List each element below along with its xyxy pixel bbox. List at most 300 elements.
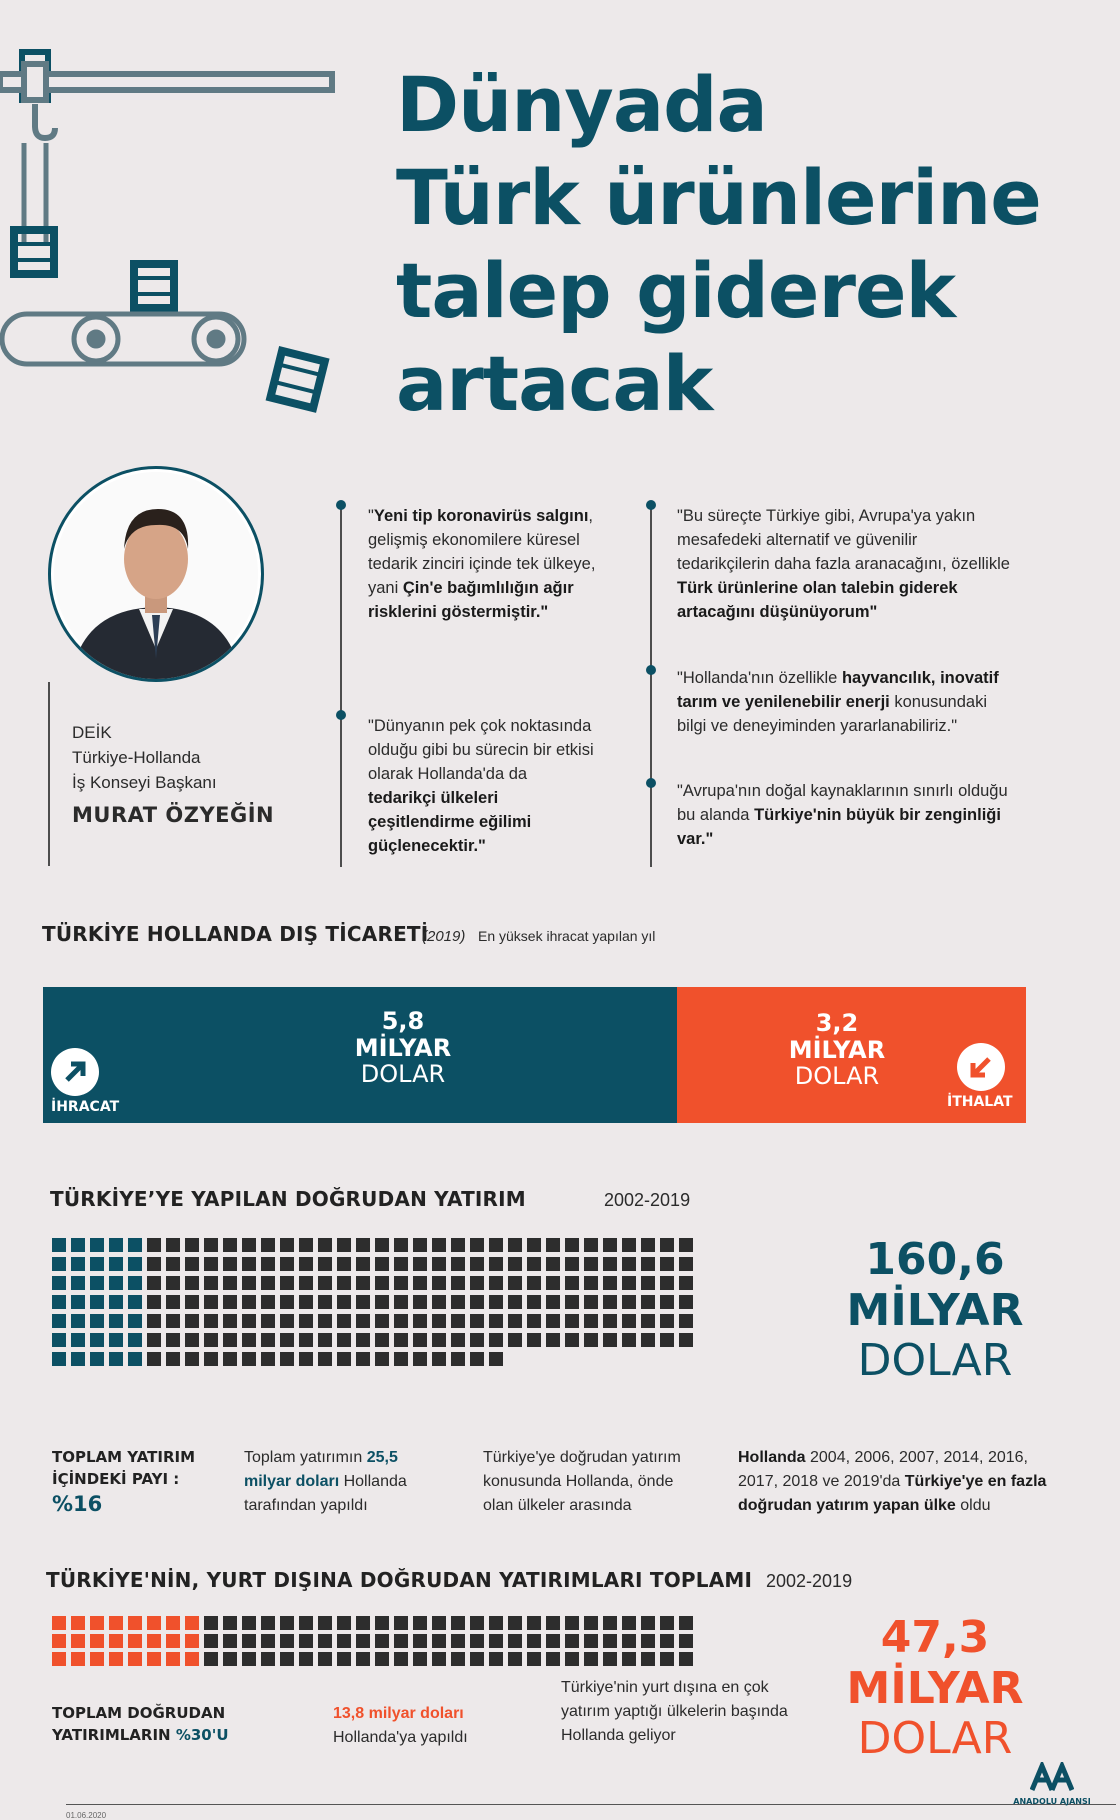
grid-square [261, 1295, 275, 1309]
grid-square [679, 1257, 693, 1271]
person-name: MURAT ÖZYEĞİN [72, 803, 275, 827]
grid-square [641, 1276, 655, 1290]
grid-square [470, 1616, 484, 1630]
quote-2 [368, 714, 598, 858]
grid-square [223, 1616, 237, 1630]
grid-square [337, 1652, 351, 1666]
grid-square [546, 1314, 560, 1328]
fdi-note-2: Türkiye'ye doğrudan yatırım konusunda Hollanda, önde olan ülkeler arasında [483, 1449, 681, 1514]
grid-square [109, 1616, 123, 1630]
grid-square [489, 1238, 503, 1252]
grid-square [527, 1634, 541, 1648]
grid-square [451, 1616, 465, 1630]
grid-square [109, 1238, 123, 1252]
grid-square [546, 1238, 560, 1252]
grid-square [546, 1276, 560, 1290]
grid-square [52, 1652, 66, 1666]
quote-timeline-1 [340, 505, 342, 867]
grid-square [261, 1352, 275, 1366]
fdi-note-3-bold-1: Hollanda [738, 1449, 806, 1466]
grid-square [261, 1314, 275, 1328]
grid-square [470, 1295, 484, 1309]
grid-square [147, 1295, 161, 1309]
grid-square [280, 1257, 294, 1271]
grid-square [261, 1238, 275, 1252]
grid-square [413, 1616, 427, 1630]
grid-square [489, 1352, 503, 1366]
fdi-total [840, 1234, 1030, 1386]
grid-square [584, 1652, 598, 1666]
grid-square [394, 1652, 408, 1666]
grid-square [565, 1276, 579, 1290]
grid-square [546, 1652, 560, 1666]
grid-square [679, 1295, 693, 1309]
fdi-note-1 [244, 1446, 444, 1518]
grid-square [470, 1257, 484, 1271]
grid-square [299, 1314, 313, 1328]
grid-square [52, 1616, 66, 1630]
grid-square [109, 1652, 123, 1666]
grid-square [52, 1295, 66, 1309]
quote-3-part-1: "Bu süreçte Türkiye gibi, Avrupa'ya yakın mesafedeki alternatif ve güvenilir tedarikçilerin daha fazla aranacağını, özellikle [677, 507, 1010, 573]
grid-square [242, 1634, 256, 1648]
grid-square [166, 1634, 180, 1648]
grid-square [185, 1238, 199, 1252]
person-portrait-icon [51, 469, 261, 679]
grid-square [185, 1314, 199, 1328]
grid-square [413, 1295, 427, 1309]
grid-square [584, 1314, 598, 1328]
grid-square [470, 1314, 484, 1328]
grid-square [280, 1616, 294, 1630]
grid-square [71, 1634, 85, 1648]
quote-timeline-2 [650, 505, 652, 867]
quote-1 [368, 504, 598, 624]
grid-square [470, 1652, 484, 1666]
grid-square [375, 1616, 389, 1630]
box-icon [14, 230, 174, 308]
import-value: 3,2 [815, 1009, 859, 1037]
grid-square [128, 1352, 142, 1366]
grid-square [660, 1333, 674, 1347]
grid-square [546, 1257, 560, 1271]
grid-square [71, 1276, 85, 1290]
grid-square [280, 1295, 294, 1309]
grid-square [90, 1652, 104, 1666]
fdi-note-3-part-2: oldu [955, 1497, 991, 1514]
grid-square [128, 1616, 142, 1630]
grid-square [204, 1352, 218, 1366]
export-unit: MİLYAR [354, 1034, 452, 1062]
fdi-note-1-part-2: Hollanda tarafından yapıldı [244, 1473, 407, 1514]
agency-name: ANADOLU AJANSI [1013, 1797, 1091, 1806]
person-org: DEİK [72, 723, 112, 742]
grid-square [223, 1352, 237, 1366]
grid-square [489, 1634, 503, 1648]
grid-square [413, 1314, 427, 1328]
grid-square [223, 1238, 237, 1252]
grid-square [603, 1295, 617, 1309]
grid-square [660, 1257, 674, 1271]
title-line-2: Türk ürünlerine [396, 153, 1041, 242]
grid-square [147, 1616, 161, 1630]
fdi-share-label: TOPLAM YATIRIM İÇİNDEKİ PAYI : [52, 1448, 196, 1488]
grid-square [603, 1333, 617, 1347]
grid-square [128, 1652, 142, 1666]
person-info [72, 720, 274, 828]
fdi-period: 2002-2019 [604, 1190, 691, 1210]
fdi-total-unit: MİLYAR [846, 1285, 1024, 1336]
odi-share-label-line1: TOPLAM DOĞRUDAN [52, 1704, 226, 1722]
grid-square [242, 1616, 256, 1630]
grid-square [90, 1352, 104, 1366]
grid-square [242, 1238, 256, 1252]
grid-square [223, 1276, 237, 1290]
grid-square [413, 1257, 427, 1271]
grid-square [546, 1616, 560, 1630]
quote-1-part-2: , gelişmiş ekonomilere küresel tedarik zinciri içinde tek ülkeye, yani [368, 507, 596, 597]
grid-square [565, 1314, 579, 1328]
quote-1-part-1: " [368, 507, 374, 525]
export-currency: DOLAR [360, 1060, 446, 1088]
grid-square [185, 1616, 199, 1630]
grid-square [109, 1634, 123, 1648]
grid-square [508, 1276, 522, 1290]
grid-square [508, 1652, 522, 1666]
grid-square [90, 1276, 104, 1290]
grid-square [204, 1257, 218, 1271]
grid-square [52, 1352, 66, 1366]
grid-square [603, 1276, 617, 1290]
grid-square [527, 1314, 541, 1328]
grid-square [185, 1276, 199, 1290]
import-amount [737, 1009, 937, 1089]
grid-square [261, 1652, 275, 1666]
quote-4-bold-1: hayvancılık, inovatif tarım ve yenilenebilir enerji [677, 669, 999, 711]
quote-3 [677, 504, 1012, 624]
quote-1-bold-2: Çin'e bağımlılığın ağır risklerini göstermiştir." [368, 579, 574, 621]
export-label: İHRACAT [51, 1099, 120, 1115]
grid-square [394, 1333, 408, 1347]
grid-square [470, 1333, 484, 1347]
grid-square [356, 1333, 370, 1347]
import-currency: DOLAR [794, 1062, 880, 1090]
grid-square [71, 1352, 85, 1366]
grid-square [299, 1295, 313, 1309]
quote-3-bold-1: Türk ürünlerine olan talebin giderek artacağını düşünüyorum" [677, 579, 958, 621]
quote-4 [677, 666, 1012, 738]
grid-square [508, 1616, 522, 1630]
grid-square [432, 1314, 446, 1328]
quote-2-bold-1: tedarikçi ülkeleri çeşitlendirme eğilimi güçlenecektir." [368, 789, 532, 855]
grid-square [299, 1257, 313, 1271]
grid-square [508, 1238, 522, 1252]
grid-square [679, 1634, 693, 1648]
grid-square [375, 1314, 389, 1328]
grid-square [71, 1314, 85, 1328]
timeline-dot [646, 665, 656, 675]
grid-square [223, 1314, 237, 1328]
grid-square [204, 1333, 218, 1347]
odi-total-value: 47,3 [880, 1612, 990, 1663]
grid-square [603, 1238, 617, 1252]
grid-square [242, 1295, 256, 1309]
grid-square [71, 1333, 85, 1347]
grid-square [660, 1616, 674, 1630]
grid-square [641, 1634, 655, 1648]
grid-square [318, 1238, 332, 1252]
grid-square [413, 1238, 427, 1252]
grid-square [71, 1652, 85, 1666]
trade-note: En yüksek ihracat yapılan yıl [478, 928, 656, 944]
grid-square [280, 1634, 294, 1648]
grid-square [565, 1634, 579, 1648]
grid-square [90, 1333, 104, 1347]
grid-square [223, 1295, 237, 1309]
grid-square [451, 1352, 465, 1366]
title-line-1: Dünyada [396, 60, 767, 149]
grid-square [147, 1634, 161, 1648]
grid-square [641, 1652, 655, 1666]
import-arrow-icon [957, 1043, 1005, 1091]
grid-square [622, 1333, 636, 1347]
grid-square [166, 1616, 180, 1630]
grid-square [470, 1634, 484, 1648]
grid-square [622, 1295, 636, 1309]
grid-square [223, 1257, 237, 1271]
grid-square [356, 1295, 370, 1309]
fdi-title: TÜRKİYE’YE YAPILAN DOĞRUDAN YATIRIM [50, 1187, 526, 1211]
grid-square [584, 1634, 598, 1648]
fdi-note-3-part-1: 2004, 2006, 2007, 2014, 2016, 2017, 2018 ve 2019'da [738, 1449, 1028, 1490]
grid-square [432, 1352, 446, 1366]
grid-square [280, 1652, 294, 1666]
grid-square [337, 1634, 351, 1648]
grid-square [375, 1352, 389, 1366]
grid-square [660, 1652, 674, 1666]
odi-period: 2002-2019 [766, 1571, 853, 1591]
grid-square [204, 1616, 218, 1630]
grid-square [641, 1238, 655, 1252]
grid-square [489, 1616, 503, 1630]
fdi-total-value: 160,6 [865, 1234, 1005, 1285]
grid-square [546, 1634, 560, 1648]
grid-square [622, 1652, 636, 1666]
grid-square [527, 1652, 541, 1666]
grid-square [261, 1257, 275, 1271]
grid-square [128, 1333, 142, 1347]
grid-square [337, 1238, 351, 1252]
grid-square [679, 1276, 693, 1290]
grid-square [90, 1616, 104, 1630]
person-role-line2: İş Konseyi Başkanı [72, 773, 217, 792]
grid-square [584, 1238, 598, 1252]
grid-square [603, 1652, 617, 1666]
grid-square [299, 1352, 313, 1366]
grid-square [622, 1238, 636, 1252]
grid-square [147, 1257, 161, 1271]
grid-square [318, 1333, 332, 1347]
grid-square [318, 1652, 332, 1666]
grid-square [166, 1257, 180, 1271]
grid-square [641, 1295, 655, 1309]
grid-square [432, 1257, 446, 1271]
grid-square [394, 1634, 408, 1648]
grid-square [489, 1276, 503, 1290]
grid-square [451, 1634, 465, 1648]
grid-square [470, 1276, 484, 1290]
grid-square [90, 1314, 104, 1328]
grid-square [166, 1314, 180, 1328]
grid-square [603, 1314, 617, 1328]
grid-square [204, 1276, 218, 1290]
grid-square [109, 1257, 123, 1271]
odi-title: TÜRKİYE'NİN, YURT DIŞINA DOĞRUDAN YATIRIMLARI TOPLAMI [46, 1568, 753, 1592]
grid-square [128, 1314, 142, 1328]
grid-square [337, 1616, 351, 1630]
grid-square [584, 1616, 598, 1630]
fdi-square-grid [52, 1238, 693, 1366]
grid-square [166, 1238, 180, 1252]
grid-square [641, 1314, 655, 1328]
conveyor-illustration [0, 48, 345, 428]
grid-square [622, 1257, 636, 1271]
grid-square [565, 1652, 579, 1666]
person-role-line1: Türkiye-Hollanda [72, 748, 201, 767]
grid-square [52, 1333, 66, 1347]
grid-square [52, 1238, 66, 1252]
grid-square [318, 1257, 332, 1271]
grid-square [394, 1276, 408, 1290]
page-title [396, 58, 1086, 430]
grid-square [147, 1238, 161, 1252]
grid-square [166, 1295, 180, 1309]
grid-square [71, 1295, 85, 1309]
export-amount [293, 1007, 513, 1087]
grid-square [603, 1616, 617, 1630]
grid-square [527, 1238, 541, 1252]
grid-square [204, 1652, 218, 1666]
grid-square [356, 1238, 370, 1252]
grid-square [641, 1257, 655, 1271]
grid-square [242, 1276, 256, 1290]
grid-square [451, 1314, 465, 1328]
grid-square [242, 1257, 256, 1271]
grid-square [90, 1257, 104, 1271]
grid-square [432, 1333, 446, 1347]
grid-square [679, 1333, 693, 1347]
odi-note-2: Türkiye'nin yurt dışına en çok yatırım yaptığı ülkelerin başında Hollanda geliyor [561, 1679, 788, 1744]
grid-square [432, 1634, 446, 1648]
grid-square [109, 1314, 123, 1328]
import-bar [677, 987, 1026, 1123]
grid-square [242, 1352, 256, 1366]
grid-square [223, 1652, 237, 1666]
grid-square [318, 1616, 332, 1630]
grid-square [90, 1295, 104, 1309]
grid-square [413, 1276, 427, 1290]
agency-logo-icon [1030, 1762, 1074, 1792]
grid-square [318, 1352, 332, 1366]
grid-square [546, 1333, 560, 1347]
timeline-dot [336, 500, 346, 510]
import-label: İTHALAT [947, 1094, 1013, 1110]
grid-square [489, 1333, 503, 1347]
grid-square [356, 1257, 370, 1271]
grid-square [622, 1314, 636, 1328]
grid-square [318, 1634, 332, 1648]
grid-square [337, 1295, 351, 1309]
fdi-note-3-bold-2: Türkiye'ye en fazla doğrudan yatırım yapan ülke [738, 1473, 1047, 1514]
divider-line [48, 682, 50, 866]
crane-icon [0, 52, 332, 243]
fdi-share-value: %16 [52, 1492, 103, 1516]
grid-square [52, 1634, 66, 1648]
grid-square [584, 1333, 598, 1347]
grid-square [584, 1295, 598, 1309]
grid-square [508, 1295, 522, 1309]
grid-square [128, 1295, 142, 1309]
grid-square [337, 1333, 351, 1347]
grid-square [337, 1276, 351, 1290]
grid-square [147, 1314, 161, 1328]
grid-square [584, 1276, 598, 1290]
grid-square [413, 1352, 427, 1366]
grid-square [299, 1238, 313, 1252]
grid-square [527, 1333, 541, 1347]
grid-square [71, 1616, 85, 1630]
grid-square [375, 1295, 389, 1309]
grid-square [52, 1276, 66, 1290]
grid-square [356, 1634, 370, 1648]
grid-square [185, 1634, 199, 1648]
grid-square [166, 1276, 180, 1290]
grid-square [242, 1314, 256, 1328]
grid-square [394, 1314, 408, 1328]
grid-square [337, 1257, 351, 1271]
grid-square [603, 1257, 617, 1271]
grid-square [432, 1295, 446, 1309]
grid-square [660, 1295, 674, 1309]
grid-square [527, 1257, 541, 1271]
fdi-total-currency: DOLAR [857, 1335, 1013, 1386]
grid-square [413, 1333, 427, 1347]
grid-square [394, 1238, 408, 1252]
grid-square [299, 1616, 313, 1630]
quote-5-bold-1: Türkiye'nin büyük bir zenginliği var." [677, 806, 1001, 848]
grid-square [318, 1314, 332, 1328]
import-unit: MİLYAR [788, 1036, 886, 1064]
conveyor-belt-icon [2, 314, 244, 364]
grid-square [527, 1276, 541, 1290]
fdi-note-1-amount: 25,5 milyar doları [244, 1449, 398, 1490]
grid-square [565, 1295, 579, 1309]
grid-square [147, 1333, 161, 1347]
grid-square [280, 1314, 294, 1328]
grid-square [242, 1333, 256, 1347]
grid-square [299, 1652, 313, 1666]
grid-square [299, 1634, 313, 1648]
grid-square [147, 1276, 161, 1290]
grid-square [71, 1257, 85, 1271]
grid-square [337, 1314, 351, 1328]
grid-square [318, 1276, 332, 1290]
grid-square [52, 1314, 66, 1328]
grid-square [546, 1295, 560, 1309]
odi-total [840, 1612, 1030, 1764]
grid-square [565, 1257, 579, 1271]
odi-share-label-line2: YATIRIMLARIN [52, 1726, 176, 1744]
